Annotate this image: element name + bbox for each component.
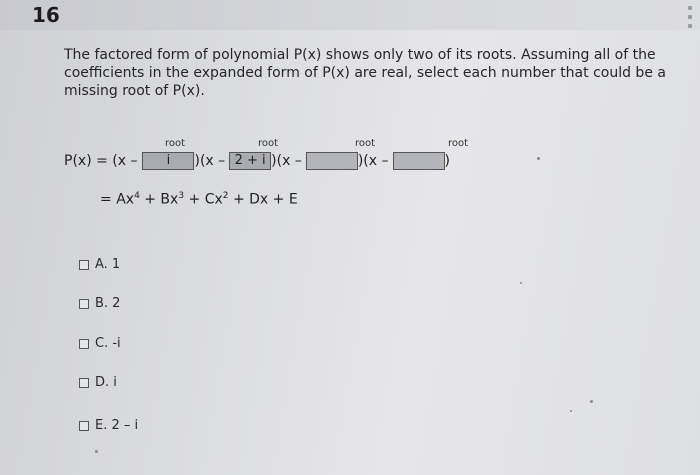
- exp-c: 2: [222, 191, 229, 201]
- exp-b: 3: [178, 191, 185, 201]
- factor-close-paren: ): [444, 153, 450, 169]
- screen-speck: [95, 450, 98, 453]
- factored-equation: [64, 151, 450, 171]
- root-label-3: root: [355, 138, 376, 149]
- root-label-1: root: [165, 138, 186, 149]
- exp-a: 4: [134, 191, 140, 201]
- choice-a[interactable]: [79, 257, 120, 272]
- choice-c[interactable]: [79, 336, 121, 351]
- choice-e[interactable]: [79, 418, 138, 433]
- choice-d[interactable]: [79, 375, 117, 390]
- checkbox-b[interactable]: [79, 299, 89, 309]
- root-box-3[interactable]: [306, 152, 358, 170]
- choice-d-label: D. i: [95, 375, 117, 390]
- choice-c-label: C. -i: [95, 336, 121, 351]
- factor-separator-1: )(x –: [194, 153, 226, 169]
- checkbox-d[interactable]: [79, 378, 89, 388]
- equation-lhs: P(x) = (x –: [64, 153, 138, 169]
- root-label-4: root: [448, 138, 469, 149]
- root-box-1[interactable]: i: [142, 152, 194, 170]
- expanded-form: [100, 191, 298, 208]
- choice-a-label: A. 1: [95, 257, 121, 272]
- screen-speck: [590, 400, 593, 403]
- root-box-2[interactable]: 2 + i: [229, 152, 271, 170]
- term-c: + Cx: [188, 191, 223, 208]
- term-b: + Bx: [144, 191, 179, 208]
- factor-separator-3: )(x –: [357, 153, 389, 169]
- term-d-e: + Dx + E: [232, 191, 298, 208]
- question-header: [0, 0, 700, 30]
- checkbox-c[interactable]: [79, 339, 89, 349]
- screen-speck: [520, 282, 522, 284]
- expanded-equals: =: [100, 191, 112, 208]
- choice-b[interactable]: [79, 296, 120, 311]
- choice-e-label: E. 2 – i: [95, 418, 139, 433]
- more-options-icon[interactable]: [688, 6, 694, 28]
- checkbox-e[interactable]: [79, 421, 89, 431]
- question-number: 16: [32, 3, 60, 27]
- root-box-4[interactable]: [393, 152, 445, 170]
- checkbox-a[interactable]: [79, 260, 89, 270]
- factor-separator-2: )(x –: [271, 153, 302, 169]
- term-a: Ax: [116, 191, 135, 208]
- question-prompt: The factored form of polynomial P(x) shows only two of its roots. Assuming all of the coefficients in the expanded form of P(x) are real, select each number that could be a missing root of P(x).: [64, 47, 666, 99]
- screen-speck: [570, 410, 572, 412]
- screen-speck: [537, 157, 540, 160]
- root-label-2: root: [258, 138, 279, 149]
- choice-b-label: B. 2: [95, 296, 121, 311]
